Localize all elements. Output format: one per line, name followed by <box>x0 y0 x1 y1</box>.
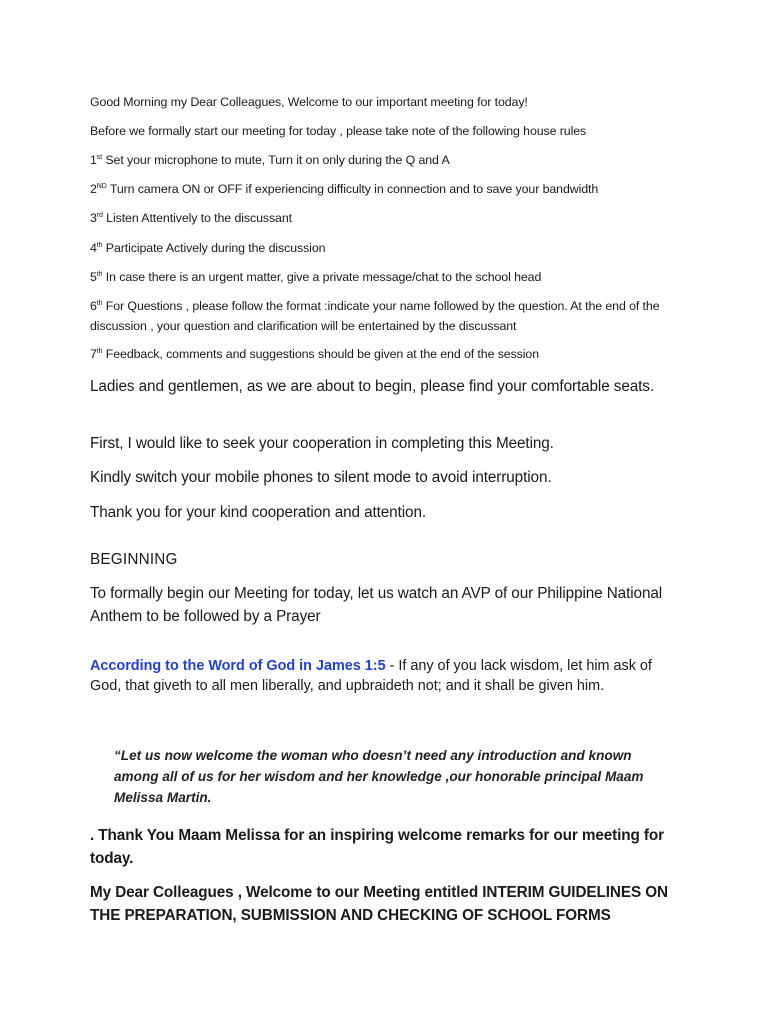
cooperation-paragraph: First, I would like to seek your cooperation in completing this Meeting. <box>90 435 554 452</box>
phones-paragraph: Kindly switch your mobile phones to silent mode to avoid interruption. <box>90 469 552 486</box>
bible-verse <box>90 657 670 696</box>
welcome-quote: “Let us now welcome the woman who doesn’t need any introduction and known among all of us for her wisdom and her knowledge ,our honorable principal Maam Melissa Martin. <box>114 748 644 805</box>
meeting-title-paragraph: My Dear Colleagues , Welcome to our Meeting entitled INTERIM GUIDELINES ON THE PREPARATION, SUBMISSION AND CHECKING OF SCHOOL FORMS <box>90 884 668 924</box>
beginning-heading: BEGINNING <box>90 551 178 568</box>
rule-4: 4th Participate Actively during the discussion <box>90 241 326 255</box>
rule-6: 6th For Questions , please follow the format :indicate your name followed by the question. At the end of the discussion , your question and clarification will be entertained by the discussant <box>90 299 660 333</box>
rule-7: 7th Feedback, comments and suggestions should be given at the end of the session <box>90 347 540 361</box>
rule-5: 5th In case there is an urgent matter, give a private message/chat to the school head <box>90 270 542 284</box>
rule-1: 1st Set your microphone to mute, Turn it on only during the Q and A <box>90 153 450 167</box>
seats-paragraph: Ladies and gentlemen, as we are about to begin, please find your comfortable seats. <box>90 378 654 395</box>
house-rules-intro: Before we formally start our meeting for today , please take note of the following house rules <box>90 124 587 138</box>
greeting-line: Good Morning my Dear Colleagues, Welcome to our important meeting for today! <box>90 95 528 109</box>
verse-text: - If any of you lack wisdom, let him ask of God, that giveth to all men liberally, and upbraideth not; and it shall be given him. <box>90 658 652 694</box>
thank-you-paragraph: . Thank You Maam Melissa for an inspiring welcome remarks for our meeting for today. <box>90 827 665 867</box>
rule-2: 2ND Turn camera ON or OFF if experiencing difficulty in connection and to save your bandwidth <box>90 182 599 196</box>
rule-3: 3rd Listen Attentively to the discussant <box>90 211 292 225</box>
verse-reference: According to the Word of God in James 1:5 <box>90 658 386 674</box>
meeting-title: INTERIM GUIDELINES ON THE PREPARATION, SUBMISSION AND CHECKING OF SCHOOL FORMS <box>90 884 668 924</box>
beginning-paragraph: To formally begin our Meeting for today, let us watch an AVP of our Philippine National Anthem to be followed by a Prayer <box>90 585 663 625</box>
thanks-paragraph: Thank you for your kind cooperation and attention. <box>90 504 426 521</box>
